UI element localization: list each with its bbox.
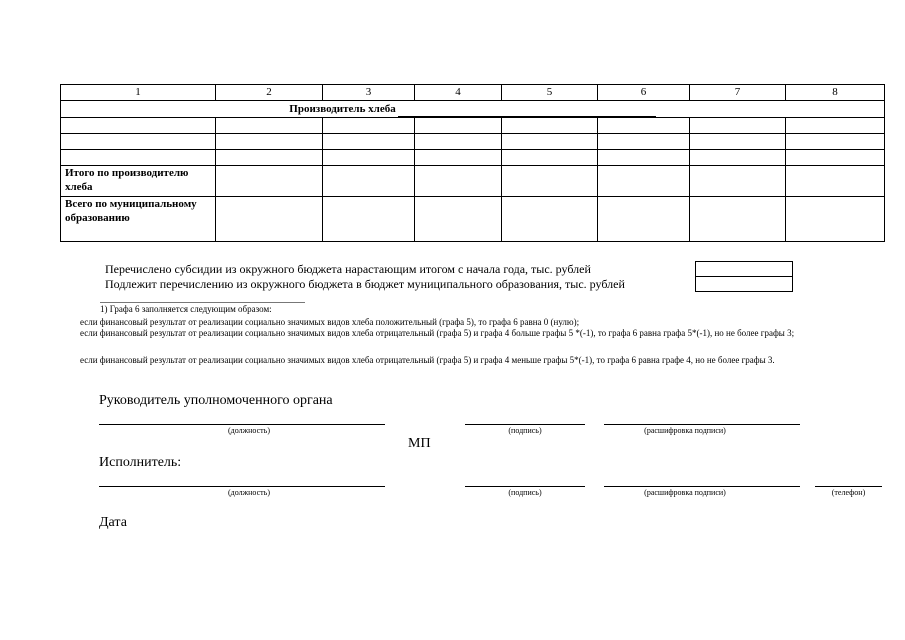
head-position-caption: (должность) (228, 426, 270, 435)
executor-decoding-caption: (расшифровка подписи) (644, 488, 726, 497)
executor-title: Исполнитель: (99, 455, 182, 470)
executor-position-line[interactable] (99, 486, 385, 487)
col-number-6: 6 (598, 85, 690, 101)
head-decoding-line[interactable] (604, 424, 800, 425)
footnote-rule-1: если финансовый результат от реализации социально значимых видов хлеба положительный (графа 5), то графа 6 равна 0 (нулю); (80, 317, 580, 327)
municipal-total-row (61, 197, 885, 242)
bread-producers-table (60, 84, 885, 242)
col-number-1: 1 (61, 85, 216, 101)
table-row (61, 150, 885, 166)
table-row (61, 134, 885, 150)
producer-cell (61, 101, 885, 118)
executor-signature-caption: (подпись) (508, 488, 542, 497)
executor-phone-line[interactable] (815, 486, 882, 487)
head-signature-caption: (подпись) (508, 426, 542, 435)
subsidy-due-label: Подлежит перечислению из окружного бюджета в бюджет муниципального образования, тыс. рублей (105, 277, 625, 291)
producer-name-field[interactable] (398, 104, 656, 117)
footnote-title: 1) Графа 6 заполняется следующим образом: (100, 304, 272, 314)
head-position-line[interactable] (99, 424, 385, 425)
column-number-row (61, 85, 885, 101)
subsidy-transferred-label: Перечислено субсидии из окружного бюджета нарастающим итогом с начала года, тыс. рублей (105, 262, 591, 276)
footnote-divider (100, 302, 305, 303)
municipal-total-label: Всего по муниципальному образованию (61, 197, 216, 242)
executor-phone-caption: (телефон) (831, 488, 866, 497)
col-number-7: 7 (690, 85, 786, 101)
head-title: Руководитель уполномоченного органа (99, 393, 333, 408)
stamp-place-label: МП (408, 436, 431, 451)
footnote-rule-2: если финансовый результат от реализации социально значимых видов хлеба отрицательный (графа 5) и графа 4 больше графы 5 *(-1), то графа 6 равна графа 5*(-1), но не более графы 3; (80, 328, 795, 338)
producer-label: Производитель хлеба (289, 103, 396, 115)
subsidy-transferred-field[interactable] (695, 261, 793, 277)
head-decoding-caption: (расшифровка подписи) (644, 426, 726, 435)
subsidy-due-field[interactable] (695, 276, 793, 292)
head-signature-line[interactable] (465, 424, 585, 425)
col-number-8: 8 (786, 85, 885, 101)
producer-row (61, 101, 885, 118)
col-number-4: 4 (415, 85, 502, 101)
table-row (61, 118, 885, 134)
col-number-3: 3 (323, 85, 415, 101)
col-number-2: 2 (216, 85, 323, 101)
col-number-5: 5 (502, 85, 598, 101)
producer-total-row (61, 166, 885, 197)
footnote-rule-3: если финансовый результат от реализации социально значимых видов хлеба отрицательный (графа 5) и графа 4 меньше графы 5*(-1), то графа 6 равна графе 4, но не более графы 3. (80, 355, 775, 365)
producer-total-label: Итого по производителю хлеба (61, 166, 216, 197)
date-label: Дата (99, 515, 127, 530)
executor-position-caption: (должность) (228, 488, 270, 497)
executor-decoding-line[interactable] (604, 486, 800, 487)
executor-signature-line[interactable] (465, 486, 585, 487)
